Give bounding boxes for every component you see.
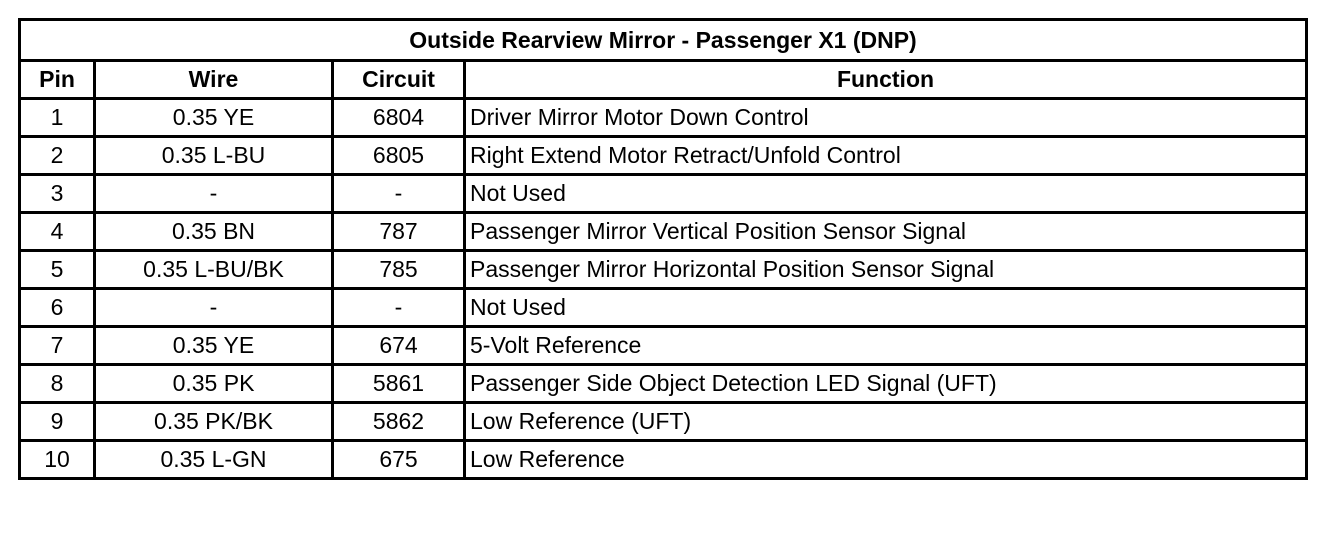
header-function: Function [465, 61, 1307, 99]
circuit-cell: 787 [333, 213, 465, 251]
pin-cell: 9 [20, 403, 95, 441]
table-row [20, 289, 1307, 327]
function-cell: Not Used [465, 289, 1307, 327]
header-pin: Pin [20, 61, 95, 99]
connector-table-container [18, 18, 1308, 480]
wire-cell: - [95, 175, 333, 213]
wire-cell: 0.35 L-BU/BK [95, 251, 333, 289]
table-row [20, 365, 1307, 403]
table-row [20, 99, 1307, 137]
wire-cell: 0.35 L-BU [95, 137, 333, 175]
table-row [20, 327, 1307, 365]
circuit-cell: - [333, 289, 465, 327]
function-cell: Low Reference [465, 441, 1307, 479]
pin-cell: 4 [20, 213, 95, 251]
wire-cell: - [95, 289, 333, 327]
wire-cell: 0.35 PK/BK [95, 403, 333, 441]
circuit-cell: 5862 [333, 403, 465, 441]
circuit-cell: 5861 [333, 365, 465, 403]
table-title: Outside Rearview Mirror - Passenger X1 (DNP) [20, 20, 1307, 61]
wire-cell: 0.35 PK [95, 365, 333, 403]
circuit-cell: - [333, 175, 465, 213]
circuit-cell: 785 [333, 251, 465, 289]
pin-cell: 10 [20, 441, 95, 479]
header-circuit: Circuit [333, 61, 465, 99]
function-cell: Right Extend Motor Retract/Unfold Control [465, 137, 1307, 175]
table-title-row [20, 20, 1307, 61]
circuit-cell: 6804 [333, 99, 465, 137]
function-cell: Passenger Side Object Detection LED Signal (UFT) [465, 365, 1307, 403]
table-row [20, 137, 1307, 175]
table-row [20, 403, 1307, 441]
pin-cell: 3 [20, 175, 95, 213]
pin-cell: 6 [20, 289, 95, 327]
pin-cell: 2 [20, 137, 95, 175]
wire-cell: 0.35 YE [95, 99, 333, 137]
pin-cell: 1 [20, 99, 95, 137]
table-header-row [20, 61, 1307, 99]
wire-cell: 0.35 L-GN [95, 441, 333, 479]
function-cell: Passenger Mirror Vertical Position Sensor Signal [465, 213, 1307, 251]
table-row [20, 175, 1307, 213]
circuit-cell: 675 [333, 441, 465, 479]
pin-cell: 7 [20, 327, 95, 365]
table-row [20, 213, 1307, 251]
pin-cell: 5 [20, 251, 95, 289]
function-cell: Passenger Mirror Horizontal Position Sensor Signal [465, 251, 1307, 289]
wire-cell: 0.35 BN [95, 213, 333, 251]
wire-cell: 0.35 YE [95, 327, 333, 365]
function-cell: 5-Volt Reference [465, 327, 1307, 365]
connector-pinout-table [18, 18, 1308, 480]
function-cell: Driver Mirror Motor Down Control [465, 99, 1307, 137]
function-cell: Not Used [465, 175, 1307, 213]
circuit-cell: 674 [333, 327, 465, 365]
table-row [20, 441, 1307, 479]
function-cell: Low Reference (UFT) [465, 403, 1307, 441]
header-wire: Wire [95, 61, 333, 99]
pin-cell: 8 [20, 365, 95, 403]
circuit-cell: 6805 [333, 137, 465, 175]
table-row [20, 251, 1307, 289]
